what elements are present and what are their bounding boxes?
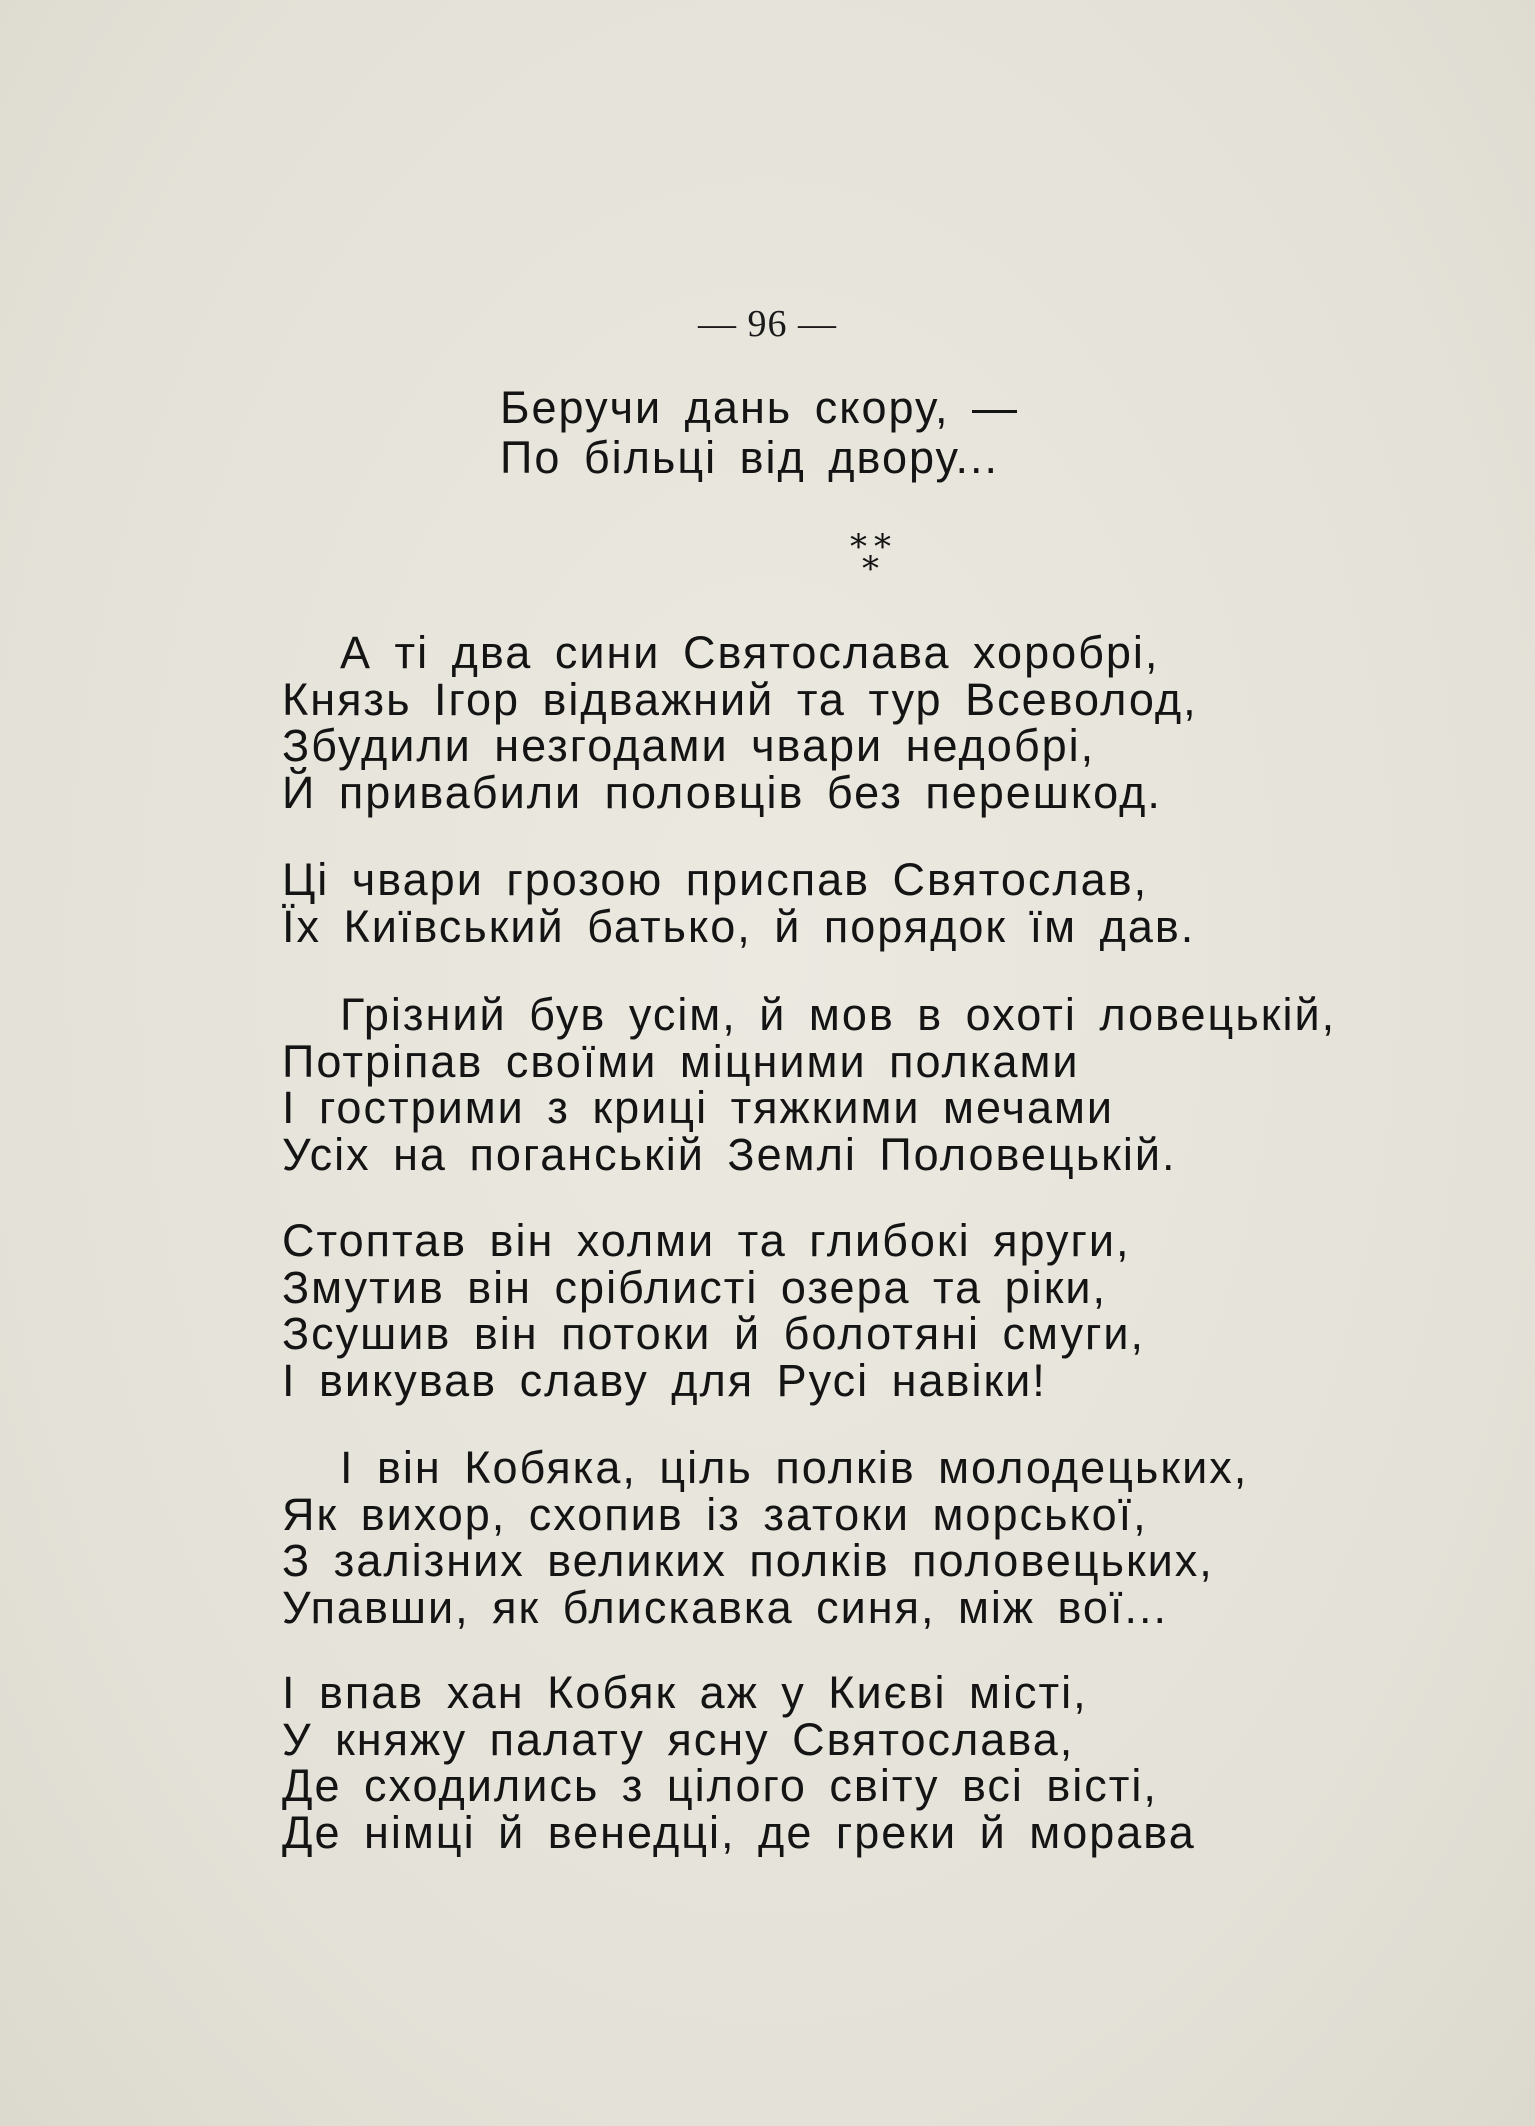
asterisk: *: [862, 549, 879, 589]
stanza-2: [282, 854, 1196, 952]
verse-line: І впав хан Кобяк аж у Києві місті,: [282, 1667, 1088, 1718]
page-number: — 96 —: [698, 303, 837, 345]
verse-line: Грізний був усім, й мов в охоті ловецькій,: [340, 989, 1337, 1040]
verse-line: Князь Ігор відважний та тур Всеволод,: [282, 673, 1198, 725]
verse-line: Де сходились з цілого світу всі вісті,: [282, 1760, 1158, 1811]
verse-line: І викував славу для Русі навіки!: [282, 1354, 1047, 1406]
verse-line: Стоптав він холми та глибокі яруги,: [282, 1215, 1131, 1266]
verse-line: Їх Київський батько, й порядок їм дав.: [282, 900, 1196, 952]
stanza-3: [282, 989, 1337, 1180]
verse-line: Збудили незгодами чвари недобрі,: [282, 720, 1096, 771]
intro-couplet: [500, 383, 1019, 483]
asterisk: *: [850, 527, 867, 567]
verse-line: І гострими з криці тяжкими мечами: [282, 1082, 1115, 1133]
verse-line: Як вихор, схопив із затоки морської,: [282, 1488, 1148, 1540]
verse-line: Потріпав своїми міцними полками: [282, 1035, 1080, 1087]
stanza-5: [282, 1442, 1249, 1633]
verse-line: Змутив він сріблисті озера та ріки,: [282, 1261, 1108, 1313]
verse-line: З залізних великих полків половецьких,: [282, 1535, 1214, 1586]
verse-line: Усіх на поганській Землі Половецькій.: [282, 1128, 1177, 1180]
verse-line: Упавши, як блискавка синя, між вої...: [282, 1581, 1168, 1633]
verse-line: Де німці й венедці, де греки й морава: [282, 1806, 1196, 1858]
stanza-4: [282, 1215, 1146, 1406]
verse-line: Ці чвари грозою приспав Святослав,: [282, 854, 1149, 905]
verse-line: Й привабили половців без перешкод.: [282, 766, 1162, 818]
verse-line: А ті два сини Святослава хоробрі,: [340, 627, 1160, 678]
intro-line: Беручи дань скору, —: [500, 382, 1019, 433]
verse-line: У княжу палату ясну Святослава,: [282, 1713, 1075, 1765]
asterisk: *: [874, 527, 891, 567]
stanza-6: [282, 1667, 1196, 1858]
verse-line: І він Кобяка, ціль полків молодецьких,: [340, 1442, 1249, 1493]
intro-line: По більці від двору...: [500, 432, 999, 483]
stanza-1: [282, 627, 1198, 818]
asterism-divider: [850, 527, 930, 590]
verse-line: Зсушив він потоки й болотяні смуги,: [282, 1308, 1146, 1359]
